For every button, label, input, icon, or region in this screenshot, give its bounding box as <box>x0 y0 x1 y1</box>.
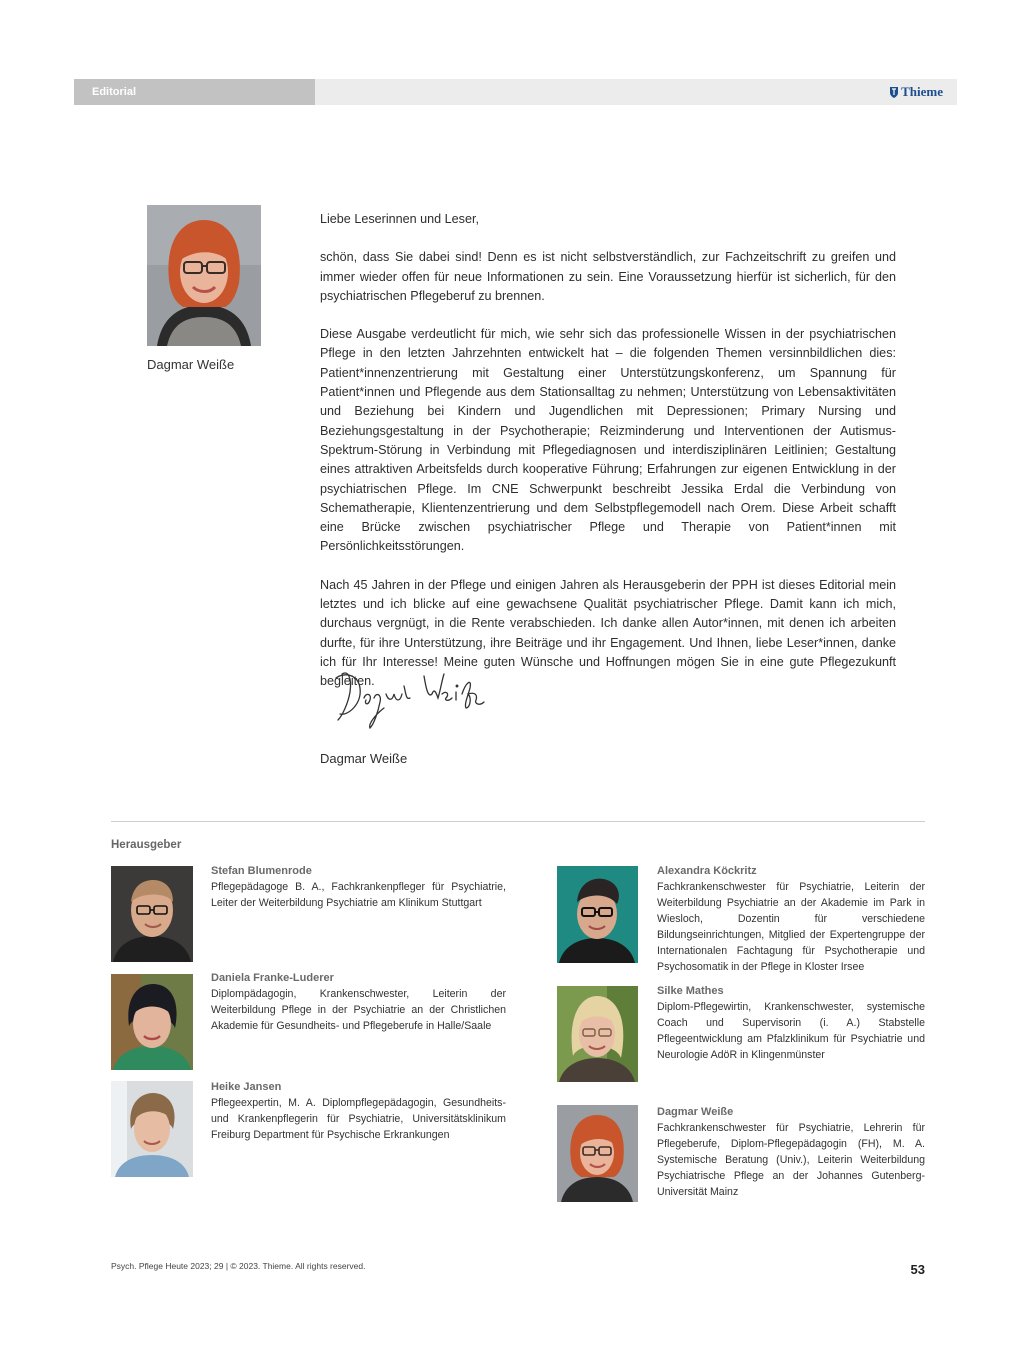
editors-heading: Herausgeber <box>111 839 182 851</box>
header-bar <box>74 79 957 105</box>
editor-description: Fachkrankenschwester für Psychiatrie, Leiterin der Weiterbildung Psychiatrie an der Akademie im Park in Wiesloch, Dozentin für verschiedene Bildungseinrichtungen, Mitglied der Expertengruppe der Internationalen Fachtagung für Psychotherapie und Psychosomatik in der Pflege in Kloster Irsee <box>657 881 925 973</box>
editor-photo <box>557 866 638 963</box>
author-photo <box>147 205 261 346</box>
letter-paragraph: Diese Ausgabe verdeutlicht für mich, wie sehr sich das professionelle Wissen in der psychiatrischen Pflege in den letzten Jahrzehnten entwickelt hat – die folgenden Themen versinnbildlichen dies: Patient*innenzentrierung mit Gestaltung einer Unterstützungskonferenz, um Spannung für Patient*innen und Pflegende aus dem Stationsalltag zu nehmen; Unterstützung von Lebensaktivitäten und Beziehung bei Kindern und Jugendlichen mit Depressionen; Primary Nursing und Beziehungsgestaltung in der Psychotherapie; Reizminderung und Interventionen der Autismus-Spektrum-Störung in Verbindung mit Pflegediagnosen und interdisziplinären Leitlinien; Gestaltung eines attraktiven Arbeitsfelds durch kooperative Führung; Erfahrungen zur eigenen Entwicklung in der psychiatrischen Pflege. Im CNE Schwerpunkt beschreibt Jessika Erdal die Verbindung von Schematherapie, Klientenzentrierung und dem Selbstpflegemodell nach Orem. Diese Arbeit schafft eine Brücke zwischen psychiatrischer Pflege und Therapie von Patient*innen mit Persönlichkeitsstörungen. <box>320 327 896 554</box>
editor-name: Stefan Blumenrode <box>211 865 312 877</box>
letter-greeting: Liebe Leserinnen und Leser, <box>320 212 479 226</box>
editor-description: Diplom-Pflegewirtin, Krankenschwester, systemische Coach und Supervisorin (i. A.) Stabstelle Pflegeentwicklung am Pfalzklinikum für Psychiatrie und Neurologie AdöR in Klingenmünster <box>657 1001 925 1061</box>
letter-paragraph: Nach 45 Jahren in der Pflege und einigen Jahren als Herausgeberin der PPH ist dieses Editorial mein letztes und ich blicke auf eine gewachsene Qualität psychiatrischer Pflege. Damit kann ich mich, durchaus vergnügt, in die Rente verabschieden. Ich danke allen Autor*innen, mit denen ich arbeiten durfte, für ihre Unterstützung, ihre Beiträge und ihr Engagement. Und Ihnen, liebe Leser*innen, danke ich für Ihr Interesse! Meine guten Wünsche und Hoffnungen mögen Sie in eine gute Pflegezukunft begleiten. <box>320 577 896 689</box>
page-number: 53 <box>910 1262 925 1277</box>
editor-entry <box>657 863 925 975</box>
editor-photo <box>557 986 638 1082</box>
editor-entry <box>211 863 506 911</box>
editor-name: Alexandra Köckritz <box>657 865 757 877</box>
editor-photo <box>111 974 193 1070</box>
citation-footer: Psych. Pflege Heute 2023; 29 | © 2023. Thieme. All rights reserved. <box>111 1261 366 1271</box>
editor-description: Pflegeexpertin, M. A. Diplompflegepädagogin, Gesundheits- und Krankenpflegerin für Psychiatrie, Universitätsklinikum Freiburg Department für Psychische Erkrankungen <box>211 1097 506 1141</box>
editor-name: Daniela Franke-Luderer <box>211 972 334 984</box>
editor-description: Diplompädagogin, Krankenschwester, Leiterin der Weiterbildung Pflege in der Psychiatrie an der Christlichen Akademie für Gesundheits- und Pflegeberufe in Halle/Saale <box>211 988 506 1032</box>
photo-caption: Dagmar Weiße <box>147 357 235 372</box>
editor-entry <box>211 1079 506 1143</box>
editor-name: Silke Mathes <box>657 985 724 997</box>
editor-entry <box>657 1104 925 1200</box>
editor-entry <box>211 970 506 1034</box>
editor-name: Dagmar Weiße <box>657 1106 734 1118</box>
divider <box>111 821 925 822</box>
shield-icon <box>889 86 899 99</box>
signer-name: Dagmar Weiße <box>320 751 408 766</box>
section-label: Editorial <box>74 79 315 105</box>
editor-photo <box>557 1105 638 1202</box>
handwritten-signature <box>330 664 490 736</box>
publisher-logo <box>889 79 943 105</box>
editor-photo <box>111 1081 193 1177</box>
editor-photo <box>111 866 193 962</box>
publisher-name: Thieme <box>901 84 943 99</box>
editor-description: Pflegepädagoge B. A., Fachkrankenpfleger für Psychiatrie, Leiter der Weiterbildung Psychiatrie am Klinikum Stuttgart <box>211 881 506 909</box>
editor-entry <box>657 983 925 1063</box>
editorial-letter <box>320 210 896 711</box>
letter-paragraph: schön, dass Sie dabei sind! Denn es ist nicht selbstverständlich, zur Fachzeitschrift zu greifen und immer wieder offen für neue Informationen zu sein. Eine Voraussetzung hierfür ist sicherlich, für den psychiatrischen Pflegeberuf zu brennen. <box>320 250 896 303</box>
editor-description: Fachkrankenschwester für Psychiatrie, Lehrerin für Pflegeberufe, Diplom-Pflegepädagogin (FH), M. A. Systemische Beratung (Univ.), Leiterin Weiterbildung Psychiatrische Pflege an der Johannes Gutenberg-Universität Mainz <box>657 1122 925 1198</box>
editor-name: Heike Jansen <box>211 1081 282 1093</box>
